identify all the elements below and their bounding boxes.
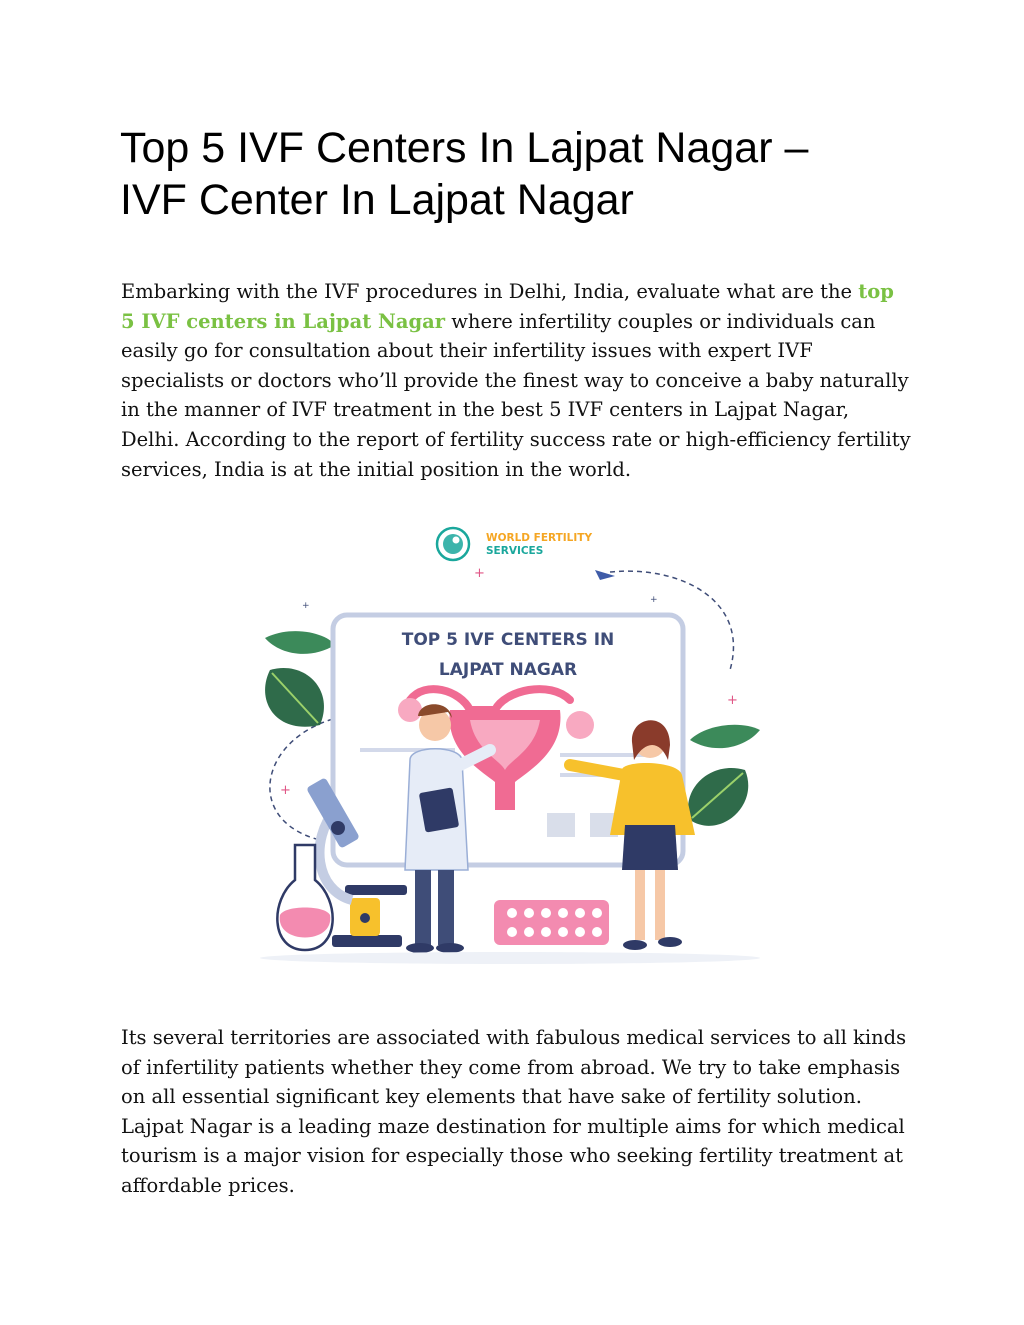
title-line-1: Top 5 IVF Centers In Lajpat Nagar –: [120, 124, 809, 172]
brand-line-2: SERVICES: [486, 545, 544, 557]
intro-paragraph: [121, 277, 911, 484]
brand-line-1: WORLD FERTILITY: [486, 532, 593, 544]
intro-text-start: Embarking with the IVF procedures in Delhi, India, evaluate what are the: [121, 280, 859, 303]
top-5-ivf-centers-link[interactable]: top 5 IVF centers in Lajpat Nagar: [121, 280, 894, 333]
svg-text:+: +: [474, 566, 485, 581]
page-title: [120, 122, 920, 226]
board-title-line-1: TOP 5 IVF CENTERS IN: [401, 630, 615, 650]
svg-text:+: +: [280, 783, 291, 798]
intro-text-end: where infertility couples or individuals can easily go for consultation about their infertility issues with expert IVF specialists or doctors who’ll provide the finest way to conceive a baby naturally in the manner of IVF treatment in the best 5 IVF centers in Lajpat Nagar, Delhi. According to the report of fertility success rate or high-efficiency fertility services, India is at the initial position in the world.: [121, 309, 911, 481]
svg-text:+: +: [302, 601, 310, 611]
body-paragraph: Its several territories are associated with fabulous medical services to all kinds of infertility patients whether they come from abroad. We try to take emphasis on all essential significant key elements that have sake of fertility solution. Lajpat Nagar is a leading maze destination for multiple aims for which medical tourism is a major vision for especially those who seeking fertility treatment at affordable prices.: [121, 1026, 907, 1197]
pill-pack-icon: [494, 900, 609, 945]
leaf-left-icon: [265, 631, 335, 727]
leaf-right-icon: [688, 725, 760, 826]
svg-text:+: +: [650, 595, 658, 605]
ivf-illustration: [250, 520, 770, 975]
svg-text:+: +: [727, 693, 738, 708]
title-line-2: IVF Center In Lajpat Nagar: [120, 176, 634, 224]
world-fertility-logo: [437, 528, 592, 560]
board-title-line-2: LAJPAT NAGAR: [438, 660, 578, 680]
